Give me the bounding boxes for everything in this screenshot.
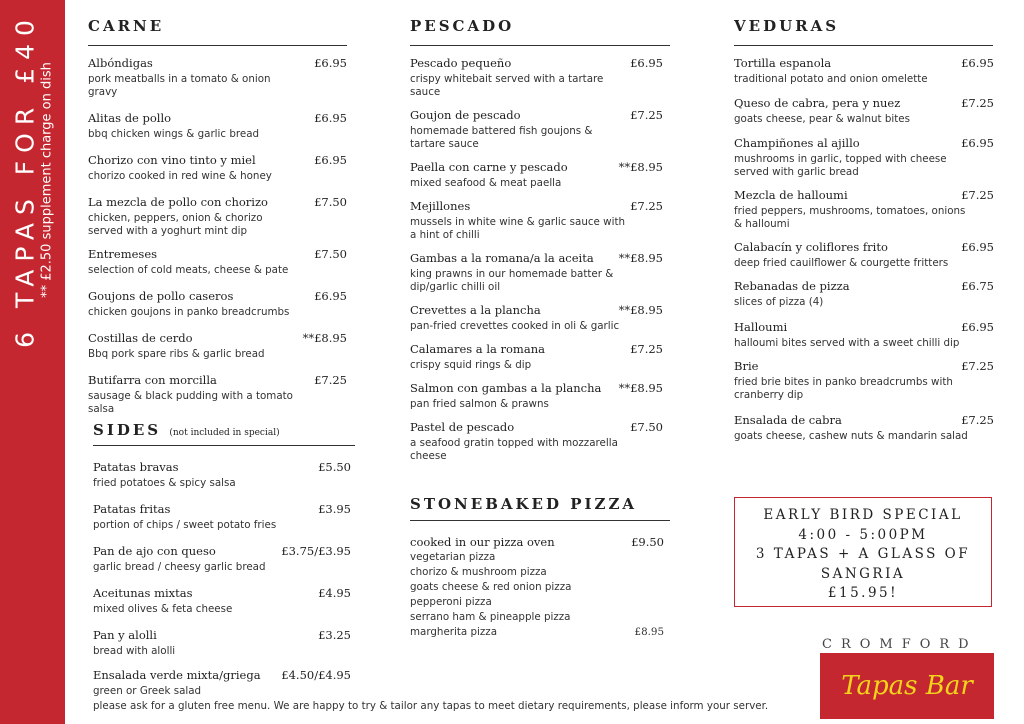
menu-item-description: crispy whitebait served with a tartare sauce — [410, 73, 604, 98]
menu-item-price: £6.95 — [314, 56, 347, 70]
menu-item-description: crispy squid rings & dip — [410, 359, 532, 371]
pescado-divider — [410, 45, 670, 46]
pizza-variety: vegetarian pizza — [410, 551, 496, 563]
menu-item — [93, 628, 355, 658]
menu-item — [410, 251, 670, 294]
sidebar-title: 6 TAPAS FOR £40 — [10, 12, 40, 348]
menu-item-description: bbq chicken wings & garlic bread — [88, 128, 260, 140]
menu-item-name: Tortilla espanola — [734, 56, 832, 70]
special-line: £15.95! — [827, 585, 899, 601]
menu-item — [410, 108, 670, 151]
menu-item — [410, 381, 670, 411]
menu-item-name: Pastel de pescado — [410, 420, 515, 434]
menu-item — [734, 359, 994, 402]
menu-item-price: £7.50 — [314, 247, 347, 261]
menu-item-price: £7.25 — [314, 373, 347, 387]
menu-item — [734, 136, 994, 179]
menu-item — [410, 303, 670, 333]
menu-item — [88, 247, 347, 277]
menu-item-description: portion of chips / sweet potato fries — [93, 519, 277, 531]
menu-item-description: selection of cold meats, cheese & pate — [88, 264, 289, 276]
pizza-variety: pepperoni pizza — [410, 596, 492, 608]
logo-box — [820, 653, 994, 719]
menu-item-price: £3.95 — [318, 502, 351, 516]
special-line: EARLY BIRD SPECIAL — [763, 507, 963, 523]
veduras-title: VEDURAS — [734, 17, 840, 35]
veduras-divider — [734, 45, 993, 46]
menu-item-name: Mejillones — [410, 199, 471, 213]
menu-item-price: £6.95 — [961, 56, 994, 70]
menu-item-price: £5.50 — [318, 460, 351, 474]
pescado-section — [410, 17, 670, 463]
carne-section — [88, 17, 347, 416]
menu-item — [734, 279, 994, 309]
sides-note: (not included in special) — [169, 428, 280, 438]
menu-item — [88, 331, 347, 361]
menu-item-name: Albóndigas — [88, 56, 153, 70]
veduras-list — [734, 56, 993, 443]
menu-item-name: Gambas a la romana/a la aceita — [410, 251, 594, 265]
menu-item-name: Butifarra con morcilla — [88, 373, 217, 387]
menu-item-description: fried brie bites in panko breadcrumbs with cranberry dip — [734, 376, 953, 401]
menu-item-name: Chorizo con vino tinto y miel — [88, 153, 256, 167]
menu-item — [88, 111, 347, 141]
pizza-variety: serrano ham & pineapple pizza — [410, 611, 571, 623]
veduras-section — [734, 17, 993, 443]
menu-item-price: £7.25 — [630, 342, 663, 356]
menu-item — [88, 373, 347, 416]
menu-item-name: Aceitunas mixtas — [93, 586, 193, 600]
menu-item-description: bread with alolli — [93, 645, 176, 657]
menu-item — [734, 320, 994, 350]
pizza-last-row — [410, 625, 664, 640]
menu-item-description: fried peppers, mushrooms, tomatoes, onions & halloumi — [734, 205, 966, 230]
special-line: SANGRIA — [820, 565, 906, 582]
menu-item-price: £7.25 — [961, 413, 994, 427]
special-line: 3 TAPAS + A GLASS OF — [755, 546, 971, 562]
menu-item — [88, 153, 347, 183]
menu-item-description: pork meatballs in a tomato & onion gravy — [88, 73, 271, 98]
menu-item-description: slices of pizza (4) — [734, 296, 824, 308]
menu-item-name: Pescado pequeño — [410, 56, 512, 70]
logo-script: Tapas Bar — [841, 671, 973, 701]
menu-item-name: Rebanadas de pizza — [734, 279, 850, 293]
menu-item-description: pan fried salmon & prawns — [410, 398, 549, 410]
menu-item-name: Pan de ajo con queso — [93, 544, 216, 558]
carne-divider — [88, 45, 347, 46]
menu-item-name: Alitas de pollo — [88, 111, 172, 125]
menu-item — [410, 199, 670, 242]
menu-item-price: £6.95 — [630, 56, 663, 70]
menu-item-name: Calamares a la romana — [410, 342, 545, 356]
sides-title-text: SIDES — [93, 421, 162, 439]
pizza-divider — [410, 520, 670, 521]
menu-item-description: chicken, peppers, onion & chorizo served with a yoghurt mint dip — [88, 212, 263, 237]
menu-item — [88, 56, 347, 99]
menu-item-price: **£8.95 — [618, 381, 663, 395]
menu-item-price: £6.95 — [314, 153, 347, 167]
menu-item-price: **£8.95 — [618, 303, 663, 317]
menu-item-description: fried potatoes & spicy salsa — [93, 477, 236, 489]
menu-item-description: green or Greek salad — [93, 685, 202, 697]
menu-item — [734, 188, 994, 231]
menu-item-description: goats cheese, pear & walnut bites — [734, 113, 911, 125]
menu-item-name: Ensalada verde mixta/griega — [93, 668, 261, 682]
menu-item-description: mixed seafood & meat paella — [410, 177, 562, 189]
pizza-last-line: margherita pizza — [410, 626, 498, 638]
menu-item — [93, 502, 355, 532]
menu-item-price: £7.50 — [314, 195, 347, 209]
menu-item-description: mussels in white wine & garlic sauce with a hint of chilli — [410, 216, 626, 241]
menu-item-name: Entremeses — [88, 247, 158, 261]
menu-item-name: Halloumi — [734, 320, 788, 334]
pizza-heading-row — [410, 535, 664, 549]
menu-item-price: £6.95 — [961, 136, 994, 150]
menu-item-name: Champiñones al ajillo — [734, 136, 860, 150]
pizza-price: £9.50 — [631, 535, 664, 549]
menu-item — [410, 420, 670, 463]
menu-item — [734, 240, 994, 270]
menu-item-description: mixed olives & feta cheese — [93, 603, 233, 615]
menu-item — [88, 195, 347, 238]
menu-item-description: garlic bread / cheesy garlic bread — [93, 561, 266, 573]
pizza-lines — [410, 550, 670, 625]
early-bird-special-box — [734, 497, 992, 607]
sidebar-text — [12, 12, 55, 348]
menu-item-description: pan-fried crevettes cooked in oli & garlic — [410, 320, 620, 332]
menu-item-description: king prawns in our homemade batter & dip/garlic chilli oil — [410, 268, 614, 293]
menu-item-price: £4.50/£4.95 — [281, 668, 351, 682]
pizza-section — [410, 495, 670, 640]
logo-cromford: CROMFORD — [822, 637, 978, 652]
footer-note: please ask for a gluten free menu. We are happy to try & tailor any tapas to meet dietary requirements, please inform your server. — [93, 700, 769, 712]
menu-item — [93, 544, 355, 574]
menu-item — [93, 668, 355, 698]
menu-item-name: La mezcla de pollo con chorizo — [88, 195, 268, 209]
menu-item-name: Paella con carne y pescado — [410, 160, 568, 174]
menu-item-name: Patatas fritas — [93, 502, 171, 516]
menu-item — [734, 56, 994, 86]
menu-item-price: £7.25 — [961, 188, 994, 202]
menu-item-name: Mezcla de halloumi — [734, 188, 848, 202]
pizza-variety: chorizo & mushroom pizza — [410, 566, 547, 578]
menu-item-price: **£8.95 — [618, 160, 663, 174]
carne-title: CARNE — [88, 17, 165, 35]
menu-item-price: £4.95 — [318, 586, 351, 600]
menu-item — [410, 160, 670, 190]
menu-item-description: chicken goujons in panko breadcrumbs — [88, 306, 290, 318]
menu-item-name: Crevettes a la plancha — [410, 303, 541, 317]
sides-title — [93, 421, 355, 437]
pescado-title: PESCADO — [410, 17, 515, 35]
carne-list — [88, 56, 347, 416]
menu-item — [93, 460, 355, 490]
pizza-heading: cooked in our pizza oven — [410, 535, 555, 549]
menu-item-description: a seafood gratin topped with mozzarella cheese — [410, 437, 618, 462]
menu-item-price: £6.95 — [961, 320, 994, 334]
menu-item-price: £7.50 — [630, 420, 663, 434]
logo — [820, 637, 994, 719]
menu-item-price: £7.25 — [630, 199, 663, 213]
menu-item-price: £7.25 — [961, 359, 994, 373]
menu-item-description: deep fried cauilflower & courgette fritters — [734, 257, 949, 269]
menu-item-name: Costillas de cerdo — [88, 331, 193, 345]
menu-item-name: Calabacín y coliflores frito — [734, 240, 888, 254]
menu-item — [88, 289, 347, 319]
menu-item — [734, 413, 994, 443]
menu-item-price: £6.95 — [314, 111, 347, 125]
sides-section — [93, 421, 355, 698]
menu-item-name: Patatas bravas — [93, 460, 179, 474]
pizza-last-price: £8.95 — [634, 626, 664, 638]
menu-item-name: Ensalada de cabra — [734, 413, 842, 427]
menu-item-price: £6.95 — [961, 240, 994, 254]
menu-item-description: homemade battered fish goujons & tartare sauce — [410, 125, 593, 150]
menu-item — [734, 96, 994, 126]
menu-item-description: mushrooms in garlic, topped with cheese served with garlic bread — [734, 153, 947, 178]
sides-divider — [93, 445, 355, 446]
menu-item-name: Salmon con gambas a la plancha — [410, 381, 602, 395]
menu-item-name: Pan y alolli — [93, 628, 157, 642]
menu-item-name: Queso de cabra, pera y nuez — [734, 96, 901, 110]
menu-item-price: £6.95 — [314, 289, 347, 303]
menu-item-description: goats cheese, cashew nuts & mandarin salad — [734, 430, 968, 442]
pescado-list — [410, 56, 670, 463]
menu-item — [410, 56, 670, 99]
special-line: 4:00 - 5:00PM — [798, 526, 928, 543]
menu-item-description: traditional potato and onion omelette — [734, 73, 928, 85]
menu-item-price: £7.25 — [630, 108, 663, 122]
sidebar-subtitle: ** £2.50 supplement charge on dish — [39, 62, 55, 298]
menu-item — [410, 342, 670, 372]
sidebar-banner — [0, 0, 65, 724]
menu-item-price: £6.75 — [961, 279, 994, 293]
menu-item-description: Bbq pork spare ribs & garlic bread — [88, 348, 265, 360]
menu-item-description: sausage & black pudding with a tomato salsa — [88, 390, 293, 415]
menu-item-name: Goujons de pollo caseros — [88, 289, 234, 303]
menu-item-description: halloumi bites served with a sweet chilli dip — [734, 337, 960, 349]
sides-list — [93, 460, 355, 698]
menu-item-name: Brie — [734, 359, 759, 373]
menu-item-price: £7.25 — [961, 96, 994, 110]
menu-item-price: **£8.95 — [618, 251, 663, 265]
menu-item-price: £3.25 — [318, 628, 351, 642]
pizza-title: STONEBAKED PIZZA — [410, 495, 638, 513]
menu-item-description: chorizo cooked in red wine & honey — [88, 170, 272, 182]
menu-item-name: Goujon de pescado — [410, 108, 521, 122]
menu-item — [93, 586, 355, 616]
menu-item-price: £3.75/£3.95 — [281, 544, 351, 558]
pizza-variety: goats cheese & red onion pizza — [410, 581, 572, 593]
menu-item-price: **£8.95 — [302, 331, 347, 345]
